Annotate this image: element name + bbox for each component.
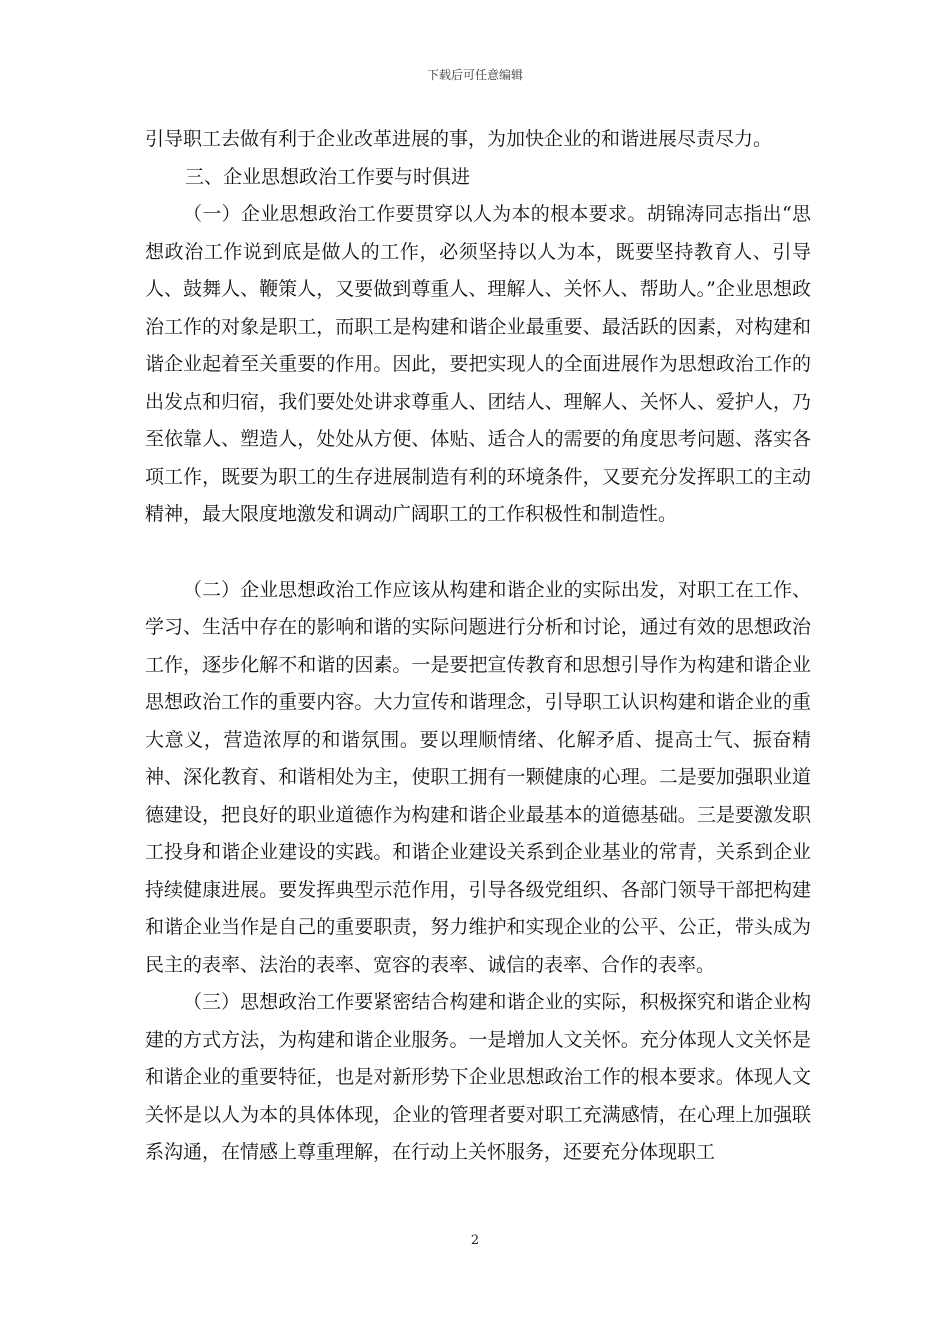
- section-heading: 三、企业思想政治工作要与时俱进: [185, 165, 471, 188]
- document-body: [145, 121, 811, 1172]
- paragraph-point-two: （二）企业思想政治工作应该从构建和谐企业的实际出发，对职工在工作、学习、生活中存在的影响和谐的实际问题进行分析和讨论，通过有效的思想政治工作，逐步化解不和谐的因素。一是要把宣传教育和思想引导作为构建和谐企业思想政治工作的重要内容。大力宣传和谐理念，引导职工认识构建和谐企业的重大意义，营造浓厚的和谐氛围。要以理顺情绪、化解矛盾、提高士气、振奋精神、深化教育、和谐相处为主，使职工拥有一颗健康的心理。二是要加强职业道德建设，把良好的职业道德作为构建和谐企业最基本的道德基础。三是要激发职工投身和谐企业建设的实践。和谐企业建设关系到企业基业的常青，关系到企业持续健康进展。要发挥典型示范作用，引导各级党组织、各部门领导干部把构建和谐企业当作是自己的重要职责，努力维护和实现企业的公平、公正，带头成为民主的表率、法治的表率、宽容的表率、诚信的表率、合作的表率。: [145, 578, 811, 976]
- paragraph-point-three: （三）思想政治工作要紧密结合构建和谐企业的实际，积极探究和谐企业构建的方式方法，为构建和谐企业服务。一是增加人文关怀。充分体现人文关怀是和谐企业的重要特征，也是对新形势下企业思想政治工作的根本要求。体现人文关怀是以人为本的具体体现，企业的管理者要对职工充满感情，在心理上加强联系沟通，在情感上尊重理解，在行动上关怀服务，还要充分体现职工: [145, 991, 811, 1163]
- page-number: 2: [470, 1233, 480, 1248]
- page-header: 下载后可任意编辑: [426, 68, 523, 82]
- paragraph-point-one: （一）企业思想政治工作要贯穿以人为本的根本要求。胡锦涛同志指出“思想政治工作说到底是做人的工作，必须坚持以人为本，既要坚持教育人、引导人、鼓舞人、鞭策人，又要做到尊重人、理解人、关怀人、帮助人。”企业思想政治工作的对象是职工，而职工是构建和谐企业最重要、最活跃的因素，对构建和谐企业起着至关重要的作用。因此，要把实现人的全面进展作为思想政治工作的出发点和归宿，我们要处处讲求尊重人、团结人、理解人、关怀人、爱护人，乃至依靠人、塑造人，处处从方便、体贴、适合人的需要的角度思考问题、落实各项工作，既要为职工的生存进展制造有利的环境条件，又要充分发挥职工的主动精神，最大限度地激发和调动广阔职工的工作积极性和制造性。: [145, 203, 811, 525]
- paragraph-continuation: 引导职工去做有利于企业改革进展的事，为加快企业的和谐进展尽责尽力。: [145, 128, 773, 150]
